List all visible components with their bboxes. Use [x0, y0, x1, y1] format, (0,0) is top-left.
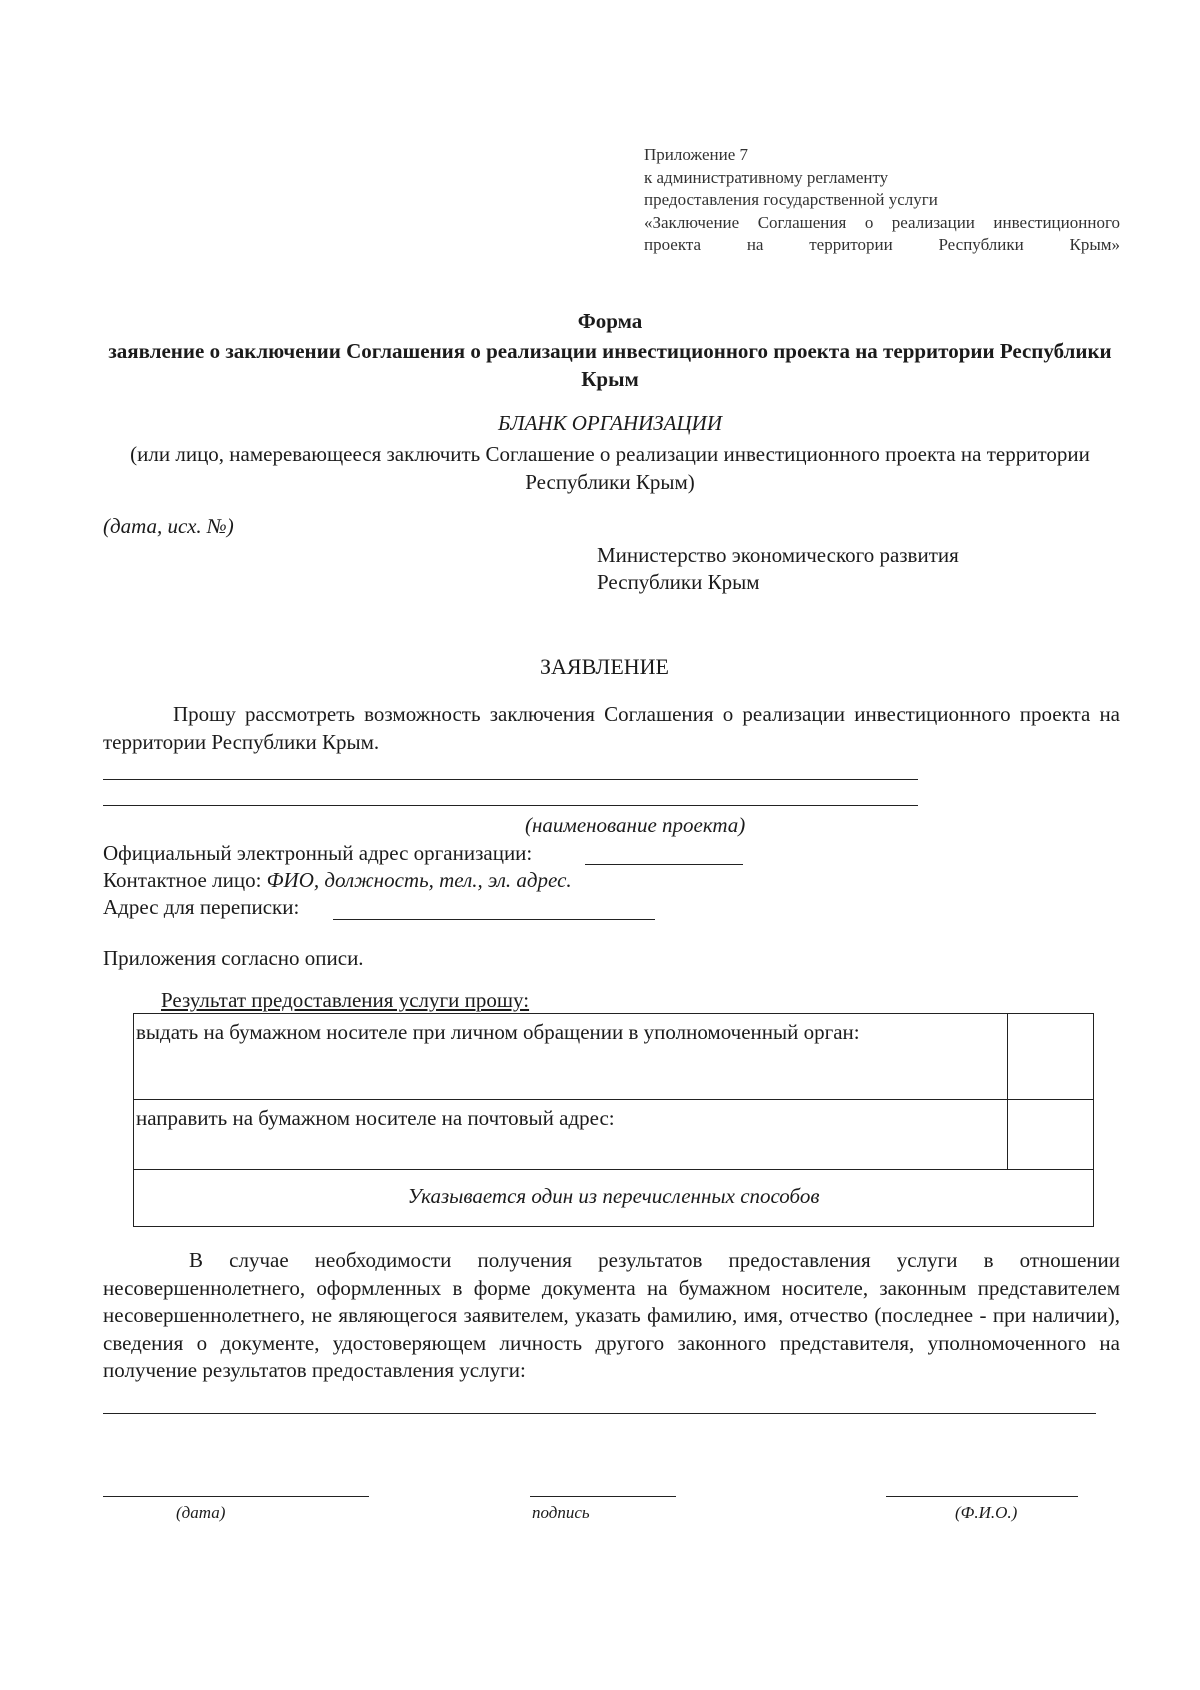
form-title: Форма	[577, 309, 643, 333]
statement-title: ЗАЯВЛЕНИЕ	[540, 654, 669, 679]
contact-field-label: Контактное лицо:	[103, 868, 262, 892]
table-row-divider-2	[134, 1169, 1093, 1170]
date-signature-line	[103, 1496, 369, 1497]
name-signature-line	[886, 1496, 1078, 1497]
option-mail-label: направить на бумажном носителе на почтовый адрес:	[136, 1106, 615, 1130]
recipient-line-1: Министерство экономического развития	[597, 543, 959, 567]
option-in-person-label: выдать на бумажном носителе при личном обращении в уполномоченный орган:	[136, 1020, 860, 1044]
option-mail-checkbox[interactable]	[1016, 1110, 1090, 1165]
address-field-label: Адрес для переписки:	[103, 895, 300, 919]
project-name-caption: (наименование проекта)	[525, 813, 746, 837]
form-subtitle: заявление о заключении Соглашения о реализации инвестиционного проекта на территории Республики Крым	[108, 339, 1112, 391]
contact-field-hint: ФИО, должность, тел., эл. адрес.	[266, 868, 572, 892]
result-options-table	[133, 1013, 1094, 1227]
recipient-line-2: Республики Крым	[597, 570, 760, 594]
project-name-line-2	[103, 805, 918, 806]
minor-paragraph-text: В случае необходимости получения результатов предоставления услуги в отношении несовершеннолетнего, оформленных в форме документа на бумажном носителе, законным представителем несовершеннолетнего, не являющегося заявителем, указать фамилию, имя, отчество (последнее - при наличии), сведения о документе, удостоверяющем личность другого законного представителя, уполномоченного на получение результатов предоставления услуги:	[103, 1248, 1120, 1382]
option-in-person-checkbox[interactable]	[1016, 1024, 1090, 1084]
result-heading: Результат предоставления услуги прошу:	[161, 988, 530, 1012]
attachments-note: Приложения согласно описи.	[103, 946, 364, 970]
name-caption: (Ф.И.О.)	[955, 1503, 1018, 1522]
annex-service-name: «Заключение Соглашения о реализации инвестиционного проекта на территории Республики Крым»	[644, 212, 1120, 254]
signature-line	[530, 1496, 676, 1497]
org-blank-label: БЛАНК ОРГАНИЗАЦИИ	[497, 411, 723, 435]
project-name-line-1	[103, 779, 918, 780]
annex-number: Приложение 7	[644, 145, 748, 164]
date-reference: (дата, исх. №)	[103, 514, 234, 538]
request-text: Прошу рассмотреть возможность заключения Соглашения о реализации инвестиционного проекта на территории Республики Крым.	[103, 702, 1120, 754]
representative-info-line	[103, 1413, 1096, 1414]
minor-representative-paragraph	[103, 1247, 1120, 1385]
annex-block	[644, 144, 1120, 257]
annex-service: предоставления государственной услуги	[644, 190, 938, 209]
email-field-line	[585, 864, 743, 865]
checkbox-column-divider	[1007, 1014, 1008, 1169]
signature-caption: подпись	[532, 1503, 590, 1522]
option-note: Указывается один из перечисленных способов	[407, 1184, 820, 1208]
email-field-label: Официальный электронный адрес организации:	[103, 841, 533, 865]
org-blank-note: (или лицо, намеревающееся заключить Соглашение о реализации инвестиционного проекта на территории Республики Крым)	[130, 442, 1090, 494]
table-row-divider-1	[134, 1099, 1093, 1100]
contact-field	[103, 867, 572, 893]
annex-regulation: к административному регламенту	[644, 167, 889, 187]
address-field-line	[333, 919, 655, 920]
date-caption: (дата)	[176, 1503, 226, 1522]
